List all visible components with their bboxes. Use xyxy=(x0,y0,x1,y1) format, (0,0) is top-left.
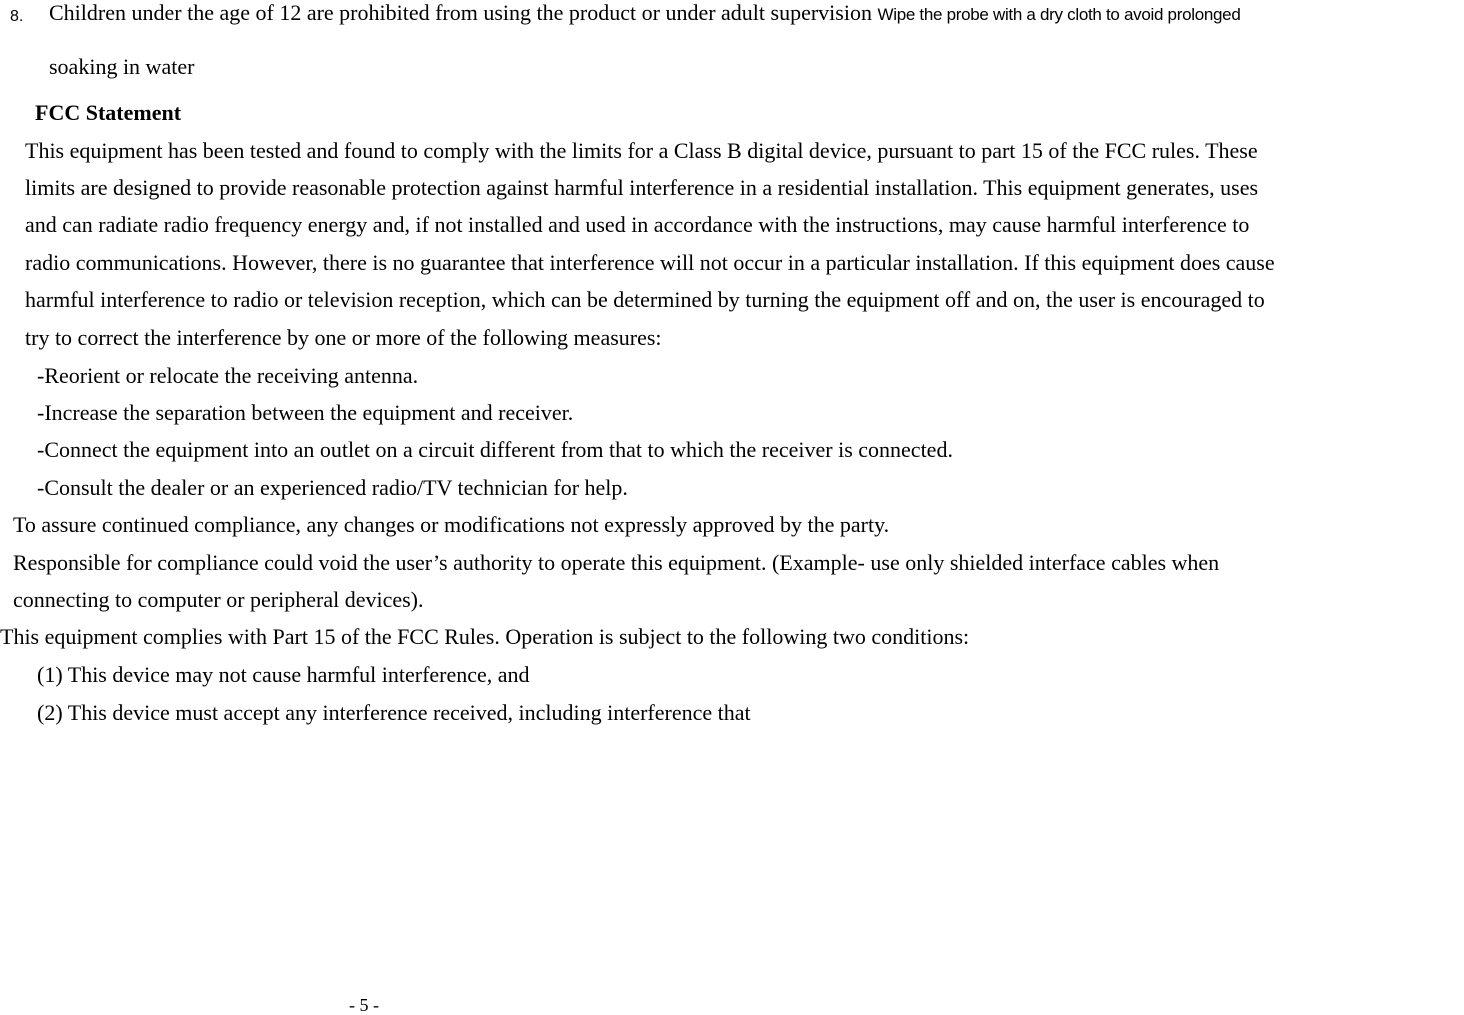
measure-item: -Connect the equipment into an outlet on a circuit different from that to which the receiver is connected. xyxy=(37,437,953,462)
fcc-paragraph-line: harmful interference to radio or television reception, which can be determined by turning the equipment off and on, the user is encouraged to xyxy=(25,287,1265,312)
item-8-main-text: Children under the age of 12 are prohibited from using the product or under adult supervision xyxy=(49,0,872,25)
compliance-line: Responsible for compliance could void the user’s authority to operate this equipment. (Example- use only shielded interface cables when xyxy=(13,550,1220,575)
measure-item: -Reorient or relocate the receiving antenna. xyxy=(37,363,419,388)
fcc-paragraph-line: limits are designed to provide reasonable protection against harmful interference in a residential installation. This equipment generates, uses xyxy=(25,175,1259,200)
measure-item: -Consult the dealer or an experienced radio/TV technician for help. xyxy=(37,475,628,500)
condition-item: (1) This device may not cause harmful interference, and xyxy=(37,662,530,687)
fcc-heading: FCC Statement xyxy=(35,100,182,125)
item-number: 8. xyxy=(10,8,24,25)
fcc-paragraph-line: radio communications. However, there is no guarantee that interference will not occur in a particular installation. If this equipment does cause xyxy=(25,250,1275,275)
item-8-wipe-text: Wipe the probe with a dry cloth to avoid prolonged xyxy=(877,5,1241,24)
part15-statement: This equipment complies with Part 15 of the FCC Rules. Operation is subject to the following two conditions: xyxy=(0,624,970,649)
fcc-paragraph-line: This equipment has been tested and found to comply with the limits for a Class B digital device, pursuant to part 15 of the FCC rules. These xyxy=(25,138,1258,163)
page-number: - 5 - xyxy=(349,995,379,1015)
item-8-text xyxy=(49,0,1240,28)
fcc-paragraph-line: and can radiate radio frequency energy and, if not installed and used in accordance with the instructions, may cause harmful interference to xyxy=(25,212,1250,237)
item-8-continuation: soaking in water xyxy=(49,54,195,79)
fcc-paragraph-line: try to correct the interference by one or more of the following measures: xyxy=(25,325,662,350)
condition-item: (2) This device must accept any interference received, including interference that xyxy=(37,700,751,725)
compliance-line: To assure continued compliance, any changes or modifications not expressly approved by the party. xyxy=(13,512,890,537)
compliance-line: connecting to computer or peripheral devices). xyxy=(13,587,424,612)
measure-item: -Increase the separation between the equipment and receiver. xyxy=(37,400,574,425)
